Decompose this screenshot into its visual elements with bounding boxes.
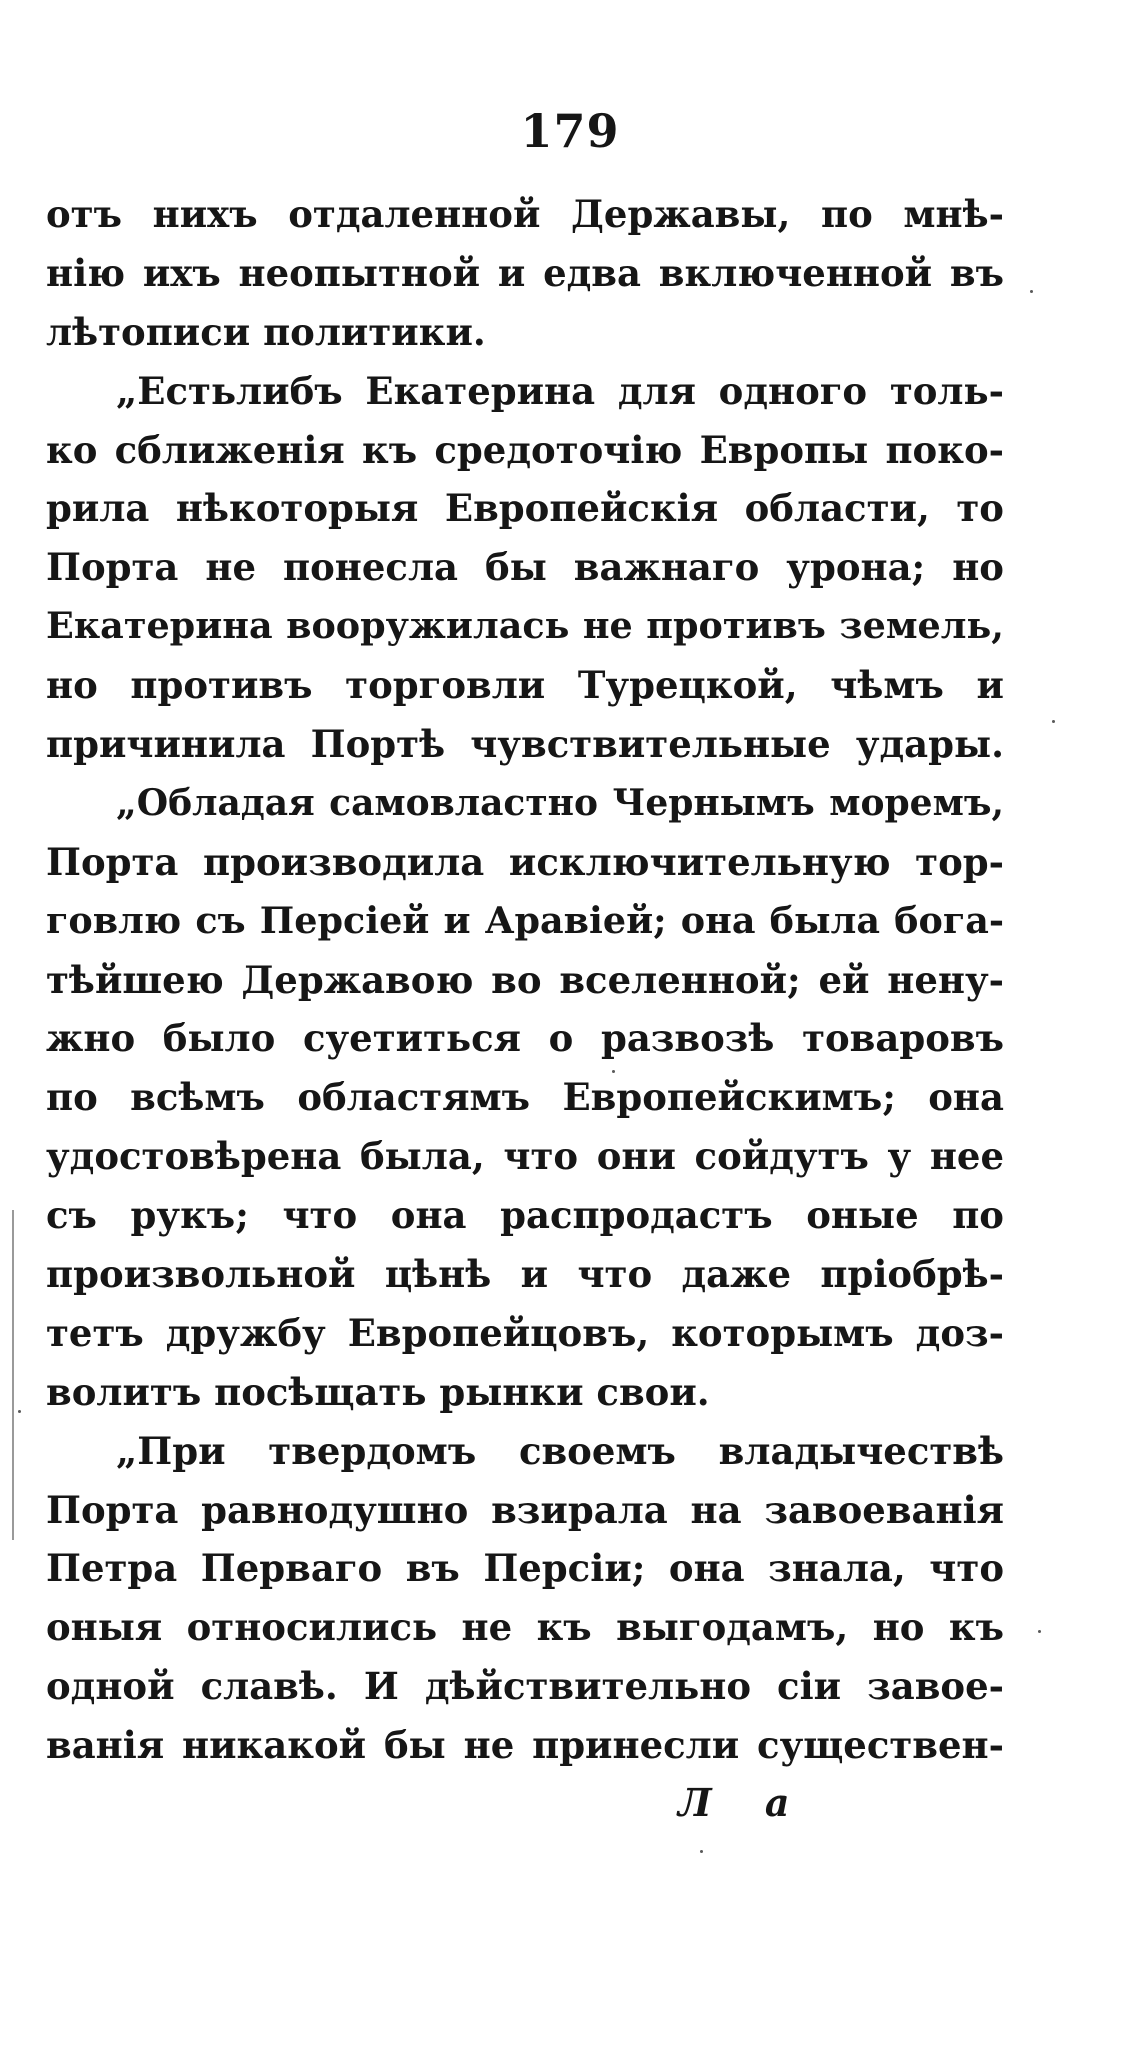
text-line: рила нѣкоторыя Европейскія области, то	[46, 486, 1004, 531]
text-line: лѣтописи политики.	[46, 309, 486, 354]
text-line: удостовѣрена была, что они сойдутъ у нее	[46, 1134, 1004, 1179]
text-line: Екатерина вооружилась не противъ земель,	[46, 604, 1004, 648]
text-line: Порта равнодушно взирала на завоеванія	[46, 1487, 1004, 1532]
scan-speck	[1052, 720, 1055, 723]
text-line: съ рукъ; что она распродастъ оные по	[46, 1193, 1004, 1238]
text-line: но противъ торговли Турецкой, чѣмъ и	[46, 663, 1004, 708]
text-line: „При твердомъ своемъ владычествѣ	[116, 1428, 1004, 1473]
text-line: причинила Портѣ чувствительные удары.	[46, 722, 1004, 767]
text-line: произвольной цѣнѣ и что даже пріобрѣ-	[46, 1252, 1004, 1297]
text-line: жно было суетиться о развозѣ товаровъ	[46, 1016, 1004, 1061]
text-line: нію ихъ неопытной и едва включенной въ	[46, 250, 1004, 295]
text-line: Порта производила исключительную тор-	[46, 839, 1004, 884]
text-line: одной славѣ. И дѣйствительно сіи завое-	[46, 1664, 1004, 1709]
text-line: Петра Перваго въ Персіи; она знала, что	[46, 1546, 1004, 1591]
text-line: оныя относились не къ выгодамъ, но къ	[46, 1605, 1004, 1650]
text-line: по всѣмъ областямъ Европейскимъ; она	[46, 1075, 1004, 1120]
text-line: ко сближенія къ средоточію Европы поко-	[46, 427, 1004, 472]
scan-speck	[1038, 1630, 1041, 1633]
text-line: Порта не понесла бы важнаго урона; но	[46, 545, 1004, 590]
text-line: говлю съ Персіей и Аравіей; она была бога-	[46, 898, 1004, 942]
text-line: „Естьлибъ Екатерина для одного толь-	[116, 368, 1004, 413]
scan-speck	[700, 1850, 703, 1853]
scan-speck	[18, 1410, 21, 1413]
text-line: тѣйшею Державою во вселенной; ей нену-	[46, 957, 1004, 1002]
text-line: ванія никакой бы не принесли существен-	[46, 1723, 1004, 1768]
page-number: 179	[520, 104, 620, 158]
scan-speck	[612, 1070, 615, 1073]
text-line: „Обладая самовластно Чернымъ моремъ,	[116, 781, 1004, 824]
scan-speck	[1030, 290, 1033, 293]
body-text	[46, 185, 1004, 1775]
text-line: волитъ посѣщать рынки свои.	[46, 1369, 710, 1414]
margin-rule	[12, 1210, 14, 1540]
text-line: тетъ дружбу Европейцовъ, которымъ доз-	[46, 1310, 1004, 1355]
text-line: отъ нихъ отдаленной Державы, по мнѣ-	[46, 192, 1004, 236]
printer-signature-mark: Л а	[678, 1780, 790, 1825]
